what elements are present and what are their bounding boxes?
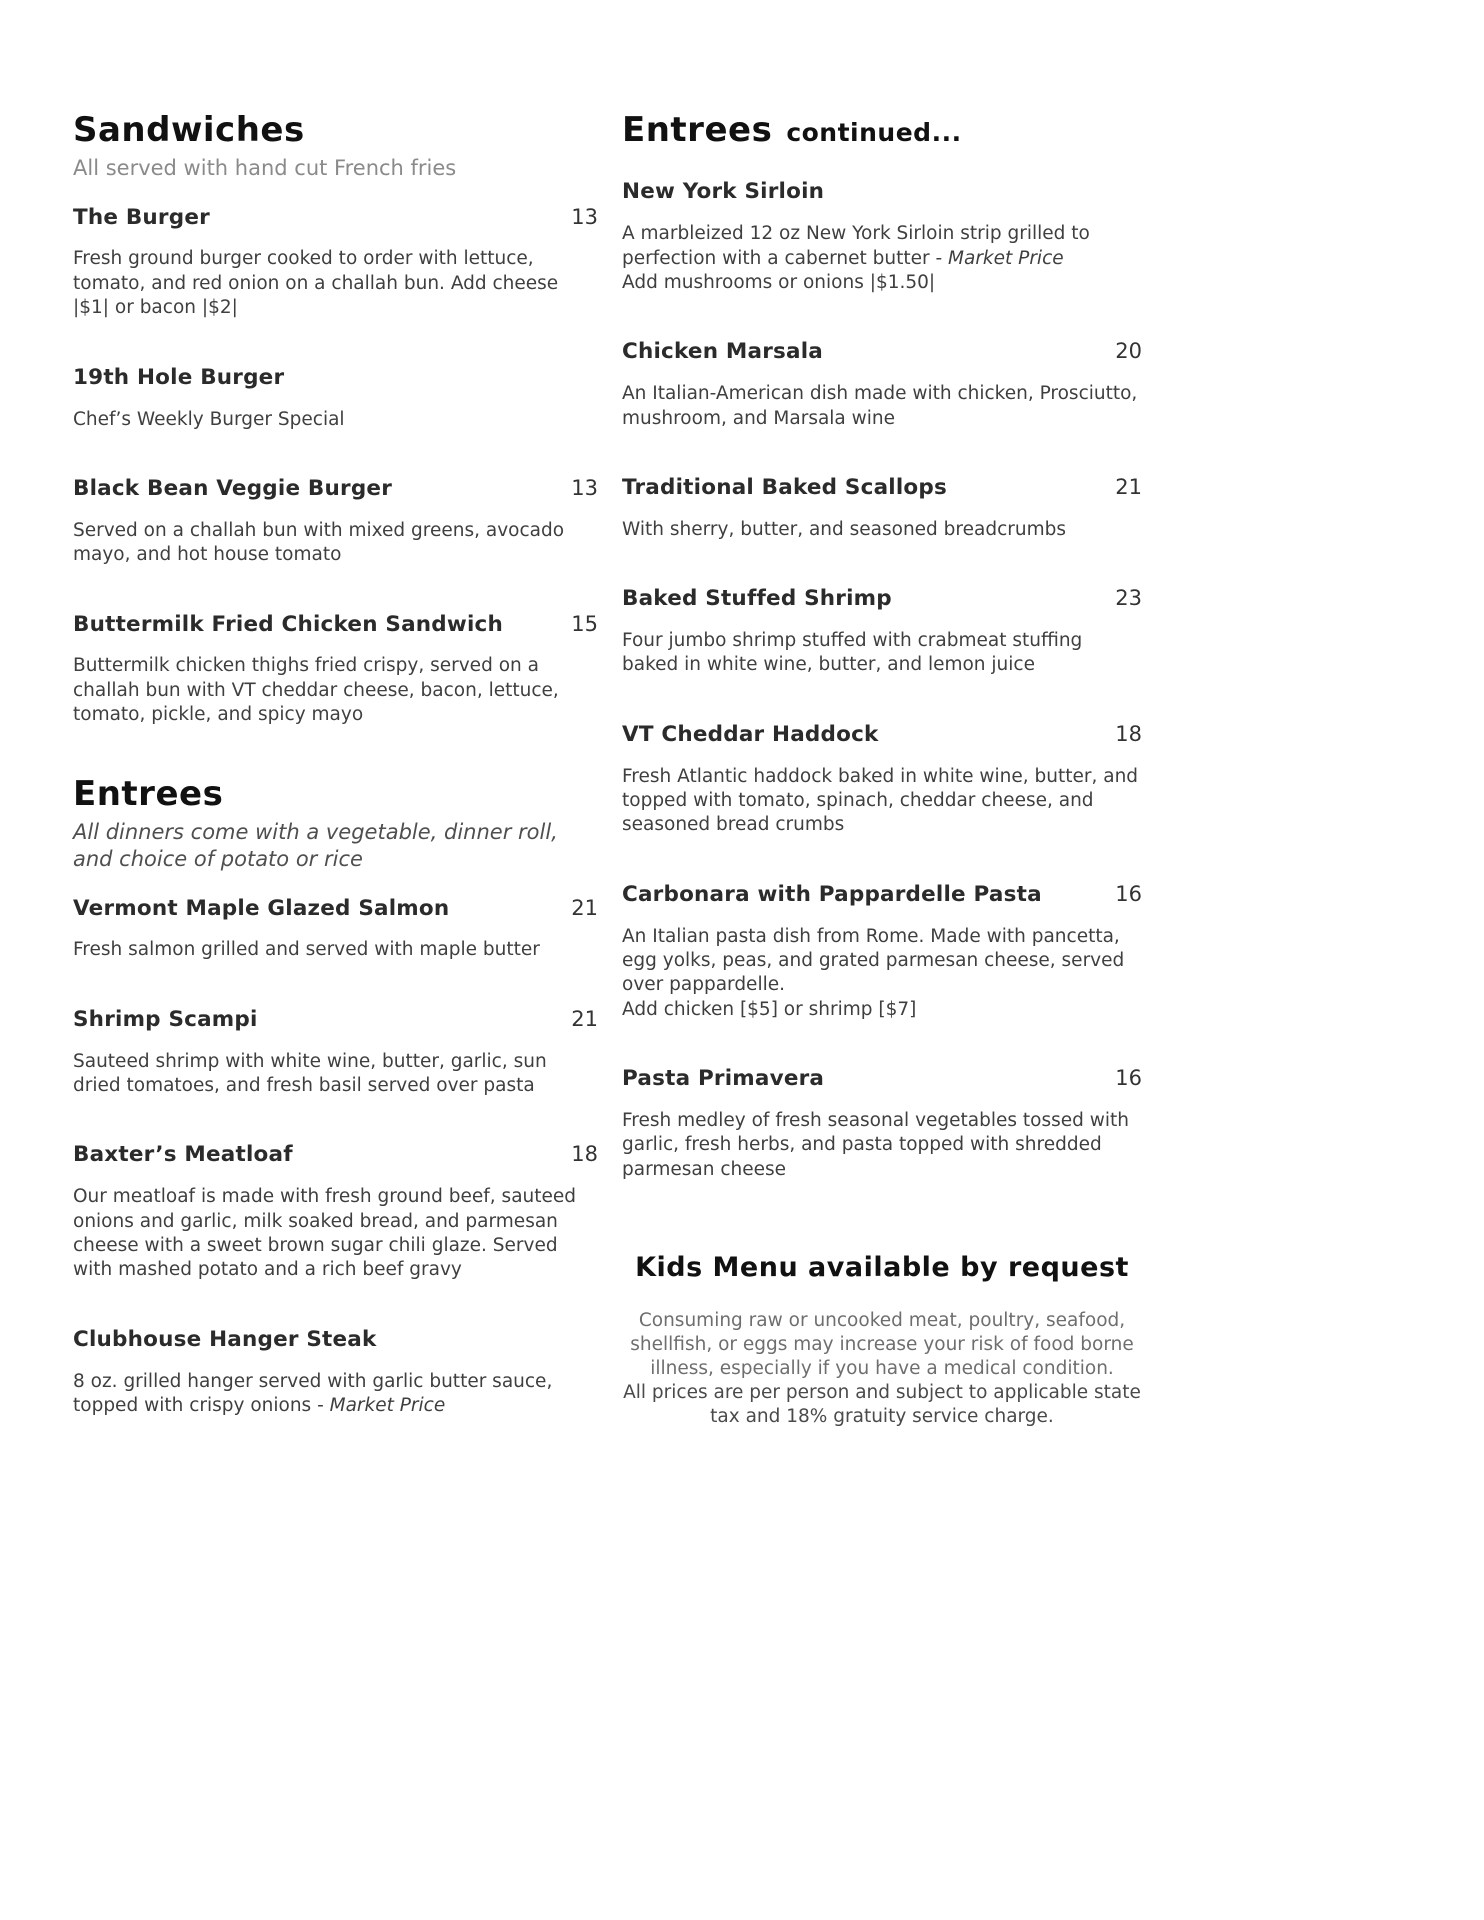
menu-item-traditional-baked-scallops xyxy=(622,475,1142,542)
item-name-row xyxy=(622,586,1142,612)
item-description: Fresh medley of fresh seasonal vegetables tossed with garlic, fresh herbs, and pasta topped with shredded parmesan cheese xyxy=(622,1110,1129,1180)
section-entrees-header xyxy=(73,773,598,814)
item-price: 21 xyxy=(1115,475,1142,500)
item-market-price-note: Market Price xyxy=(948,247,1064,269)
item-name-row xyxy=(73,612,598,638)
item-price: 16 xyxy=(1115,1066,1142,1091)
section-entrees-continued-header xyxy=(622,112,1142,149)
item-price: 18 xyxy=(1115,721,1142,746)
item-name: New York Sirloin xyxy=(622,179,825,205)
item-description-text: An Italian pasta dish from Rome. Made with pancetta, egg yolks, peas, and grated parmesan cheese, served over pappardelle. xyxy=(622,925,1125,996)
item-price: 20 xyxy=(1115,339,1142,364)
section-title-sandwiches: Sandwiches xyxy=(73,110,305,150)
item-description: Fresh salmon grilled and served with maple butter xyxy=(73,939,540,961)
item-price: 13 xyxy=(571,475,598,500)
item-description: Four jumbo shrimp stuffed with crabmeat stuffing baked in white wine, butter, and lemon juice xyxy=(622,630,1083,676)
section-subtitle-entrees: All dinners come with a vegetable, dinner roll, and choice of potato or rice xyxy=(73,819,558,872)
item-market-price-note: Market Price xyxy=(329,1394,446,1416)
item-name: Carbonara with Pappardelle Pasta xyxy=(622,881,1042,907)
item-price: 18 xyxy=(571,1142,598,1167)
section-entrees-continued xyxy=(622,112,1142,1182)
item-description: With sherry, butter, and seasoned breadcrumbs xyxy=(622,518,1066,540)
menu-item-vt-cheddar-haddock xyxy=(622,722,1142,838)
menu-item-carbonara-pappardelle xyxy=(622,882,1142,1022)
item-description: Chef’s Weekly Burger Special xyxy=(73,408,345,430)
item-description: Fresh ground burger cooked to order with lettuce, tomato, and red onion on a challah bun. Add cheese |$1| or bacon |$2| xyxy=(73,248,559,319)
item-name: 19th Hole Burger xyxy=(73,364,285,390)
item-price: 21 xyxy=(571,1006,598,1031)
item-name-row xyxy=(73,1327,598,1353)
item-name-row xyxy=(73,365,598,391)
item-name: Buttermilk Fried Chicken Sandwich xyxy=(73,611,503,637)
item-name: Black Bean Veggie Burger xyxy=(73,475,392,501)
menu-item-the-burger xyxy=(73,205,598,321)
item-name-row xyxy=(622,1066,1142,1092)
item-name: Baxter’s Meatloaf xyxy=(73,1142,293,1168)
section-title-entrees-continued: Entrees xyxy=(622,110,773,150)
menu-item-new-york-sirloin xyxy=(622,179,1142,295)
item-description xyxy=(622,925,1142,1023)
menu-item-clubhouse-hanger-steak xyxy=(73,1327,598,1419)
menu-item-baked-stuffed-shrimp xyxy=(622,586,1142,678)
menu-item-buttermilk-fried-chicken-sandwich xyxy=(73,612,598,728)
item-name-row xyxy=(622,722,1142,748)
item-description: Served on a challah bun with mixed greens, avocado mayo, and hot house tomato xyxy=(73,519,565,566)
menu-footer xyxy=(622,1252,1142,1429)
menu-item-shrimp-scampi xyxy=(73,1007,598,1099)
item-name: VT Cheddar Haddock xyxy=(622,721,879,747)
menu-item-chicken-marsala xyxy=(622,339,1142,431)
health-disclaimer: Consuming raw or uncooked meat, poultry, seafood, shellfish, or eggs may increase your risk of food borne illness, especially if you have a medical condition. xyxy=(630,1310,1134,1380)
item-name: The Burger xyxy=(73,204,210,230)
item-name: Traditional Baked Scallops xyxy=(622,475,947,501)
item-name-row xyxy=(73,205,598,231)
item-name-row xyxy=(622,882,1142,908)
item-description: Buttermilk chicken thighs fried crispy, served on a challah bun with VT cheddar cheese, bacon, lettuce, tomato, pickle, and spicy mayo xyxy=(73,655,559,726)
item-price: 21 xyxy=(571,895,598,920)
pricing-disclaimer: All prices are per person and subject to applicable state tax and 18% gratuity service charge. xyxy=(623,1382,1141,1428)
item-name: Clubhouse Hanger Steak xyxy=(73,1326,377,1352)
item-name: Baked Stuffed Shrimp xyxy=(622,586,892,612)
section-title-entrees: Entrees xyxy=(73,773,224,814)
item-price: 16 xyxy=(1115,881,1142,906)
section-subtitle-sandwiches: All served with hand cut French fries xyxy=(73,156,457,181)
section-entrees xyxy=(73,773,598,1419)
item-price: 13 xyxy=(571,204,598,229)
item-name-row xyxy=(73,476,598,502)
item-description xyxy=(622,222,1142,295)
left-column xyxy=(73,112,598,1418)
item-name-row xyxy=(622,475,1142,501)
menu-item-baxters-meatloaf xyxy=(73,1142,598,1282)
item-name: Pasta Primavera xyxy=(622,1066,825,1092)
item-addon-note: Add mushrooms or onions |$1.50| xyxy=(622,272,936,293)
item-description: An Italian-American dish made with chicken, Prosciutto, mushroom, and Marsala wine xyxy=(622,383,1138,429)
menu-item-pasta-primavera xyxy=(622,1066,1142,1182)
section-title-suffix: continued... xyxy=(786,118,962,147)
item-name-row xyxy=(73,1142,598,1168)
right-column xyxy=(622,112,1142,1430)
item-name: Chicken Marsala xyxy=(622,339,823,365)
item-name-row xyxy=(622,179,1142,205)
item-description-text: A marbleized 12 oz New York Sirloin strip grilled to perfection with a cabernet butter - xyxy=(622,223,1090,269)
menu-item-19th-hole-burger xyxy=(73,365,598,432)
item-name-row xyxy=(73,1007,598,1033)
item-price: 23 xyxy=(1115,586,1142,611)
item-description xyxy=(73,1370,598,1419)
item-description: Fresh Atlantic haddock baked in white wine, butter, and topped with tomato, spinach, cheddar cheese, and seasoned bread crumbs xyxy=(622,765,1139,836)
item-description: Sauteed shrimp with white wine, butter, garlic, sun dried tomatoes, and fresh basil served over pasta xyxy=(73,1050,547,1096)
section-sandwiches-header xyxy=(73,112,598,149)
menu-item-vermont-maple-glazed-salmon xyxy=(73,896,598,963)
item-name: Vermont Maple Glazed Salmon xyxy=(73,895,450,921)
item-description: Our meatloaf is made with fresh ground beef, sauteed onions and garlic, milk soaked bread, and parmesan cheese with a sweet brown sugar chili glaze. Served with mashed potato and a rich beef gravy xyxy=(73,1186,577,1281)
item-price: 15 xyxy=(571,611,598,636)
item-addon-note: Add chicken [$5] or shrimp [$7] xyxy=(622,998,917,1020)
item-name-row xyxy=(622,339,1142,365)
kids-menu-note: Kids Menu available by request xyxy=(635,1252,1129,1284)
menu-item-black-bean-veggie-burger xyxy=(73,476,598,568)
item-name-row xyxy=(73,896,598,922)
section-sandwiches xyxy=(73,112,598,728)
item-name: Shrimp Scampi xyxy=(73,1006,258,1032)
item-description-text: 8 oz. grilled hanger served with garlic butter sauce, topped with crispy onions - xyxy=(73,1370,553,1416)
